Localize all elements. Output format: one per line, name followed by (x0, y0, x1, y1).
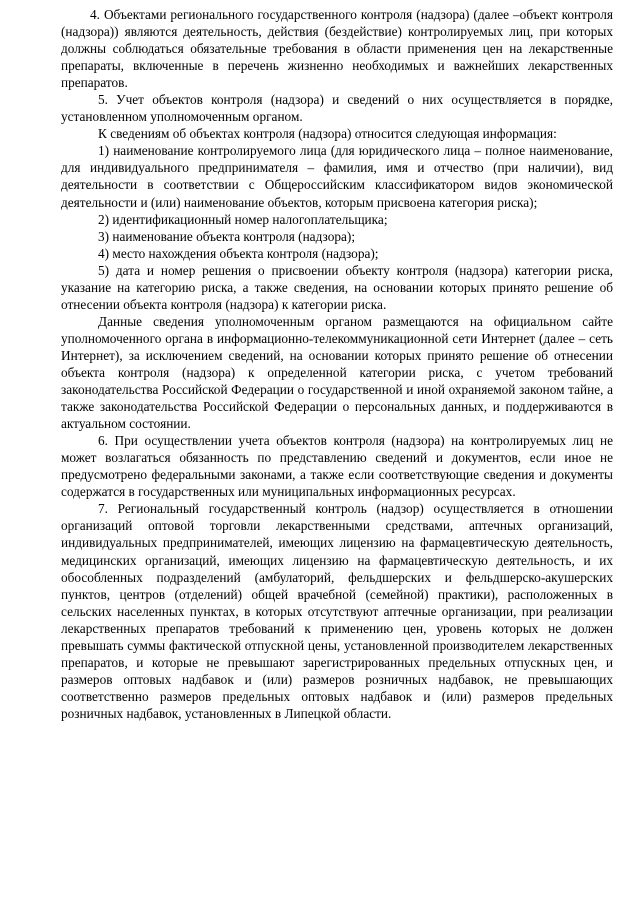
paragraph-item-6: 6. При осуществлении учета объектов контроля (надзора) на контролируемых лиц не может возлагаться обязанность по представлению сведений и документов, если иное не предусмотрено федеральными законами, а также если соответствующие сведения и документы содержатся в государственных или муниципальных информационных ресурсах. (61, 433, 613, 500)
list-item-1: 1) наименование контролируемого лица (для юридического лица – полное наименование, для индивидуального предпринимателя – фамилия, имя и отчество (при наличии), вид деятельности в соответствии с Общероссийским классификатором видов экономической деятельности и (или) наименование объектов, которым присвоена категория риска); (61, 143, 613, 210)
paragraph-intro-info: К сведениям об объектах контроля (надзора) относится следующая информация: (98, 126, 557, 142)
list-item-3: 3) наименование объекта контроля (надзора); (98, 228, 356, 244)
paragraph-item-4: 4. Объектами регионального государственного контроля (надзора) (далее –объект контроля (надзора)) являются деятельность, действия (бездействие) контролируемых лиц, при которых должны соблюдаться обязательные требования в области применения цен на лекарственные препараты, включенные в перечень жизненно необходимых и важнейших лекарственных препаратов. (61, 7, 613, 91)
list-item-2: 2) идентификационный номер налогоплательщика; (98, 211, 388, 227)
paragraph-publication: Данные сведения уполномоченным органом размещаются на официальном сайте уполномоченного органа в информационно-телекоммуникационной сети Интернет (далее – сеть Интернет), за исключением сведений, на основании которых принято решение об отнесении объекта контроля (надзора) к определенной категории риска, с учетом требований законодательства Российской Федерации о государственной и иной охраняемой законом тайне, а также законодательства Российской Федерации о персональных данных, и поддерживаются в актуальном состоянии. (61, 313, 613, 432)
paragraph-item-7: 7. Региональный государственный контроль (надзор) осуществляется в отношении организаций оптовой торговли лекарственными средствами, аптечных организаций, индивидуальных предпринимателей, имеющих лицензию на фармацевтическую деятельность, медицинских организаций, имеющих лицензию на фармацевтическую деятельность, и их обособленных подразделений (амбулаторий, фельдшерских и фельдшерско-акушерских пунктов, центров (отделений) общей врачебной (семейной) практики), расположенных в сельских населенных пунктах, в которых отсутствуют аптечные организации, при реализации лекарственных препаратов требований к применению цен, уровень которых не должен превышать суммы фактической отпускной цены, установленной производителем лекарственных препаратов, и которые не превышают зарегистрированных предельных отпускных цен, и размеров оптовых надбавок и (или) размеров розничных надбавок, не превышающих соответственно размеров предельных оптовых надбавок и (или) размеров предельных розничных надбавок, установленных в Липецкой области. (61, 501, 613, 721)
list-item-4: 4) место нахождения объекта контроля (надзора); (98, 245, 379, 261)
paragraph-item-5: 5. Учет объектов контроля (надзора) и сведений о них осуществляется в порядке, установленном уполномоченным органом. (61, 92, 613, 125)
list-item-5: 5) дата и номер решения о присвоении объекту контроля (надзора) категории риска, указание на категорию риска, а также сведения, на основании которых принято решение об отнесении объекта контроля (надзора) к категории риска. (61, 262, 613, 312)
